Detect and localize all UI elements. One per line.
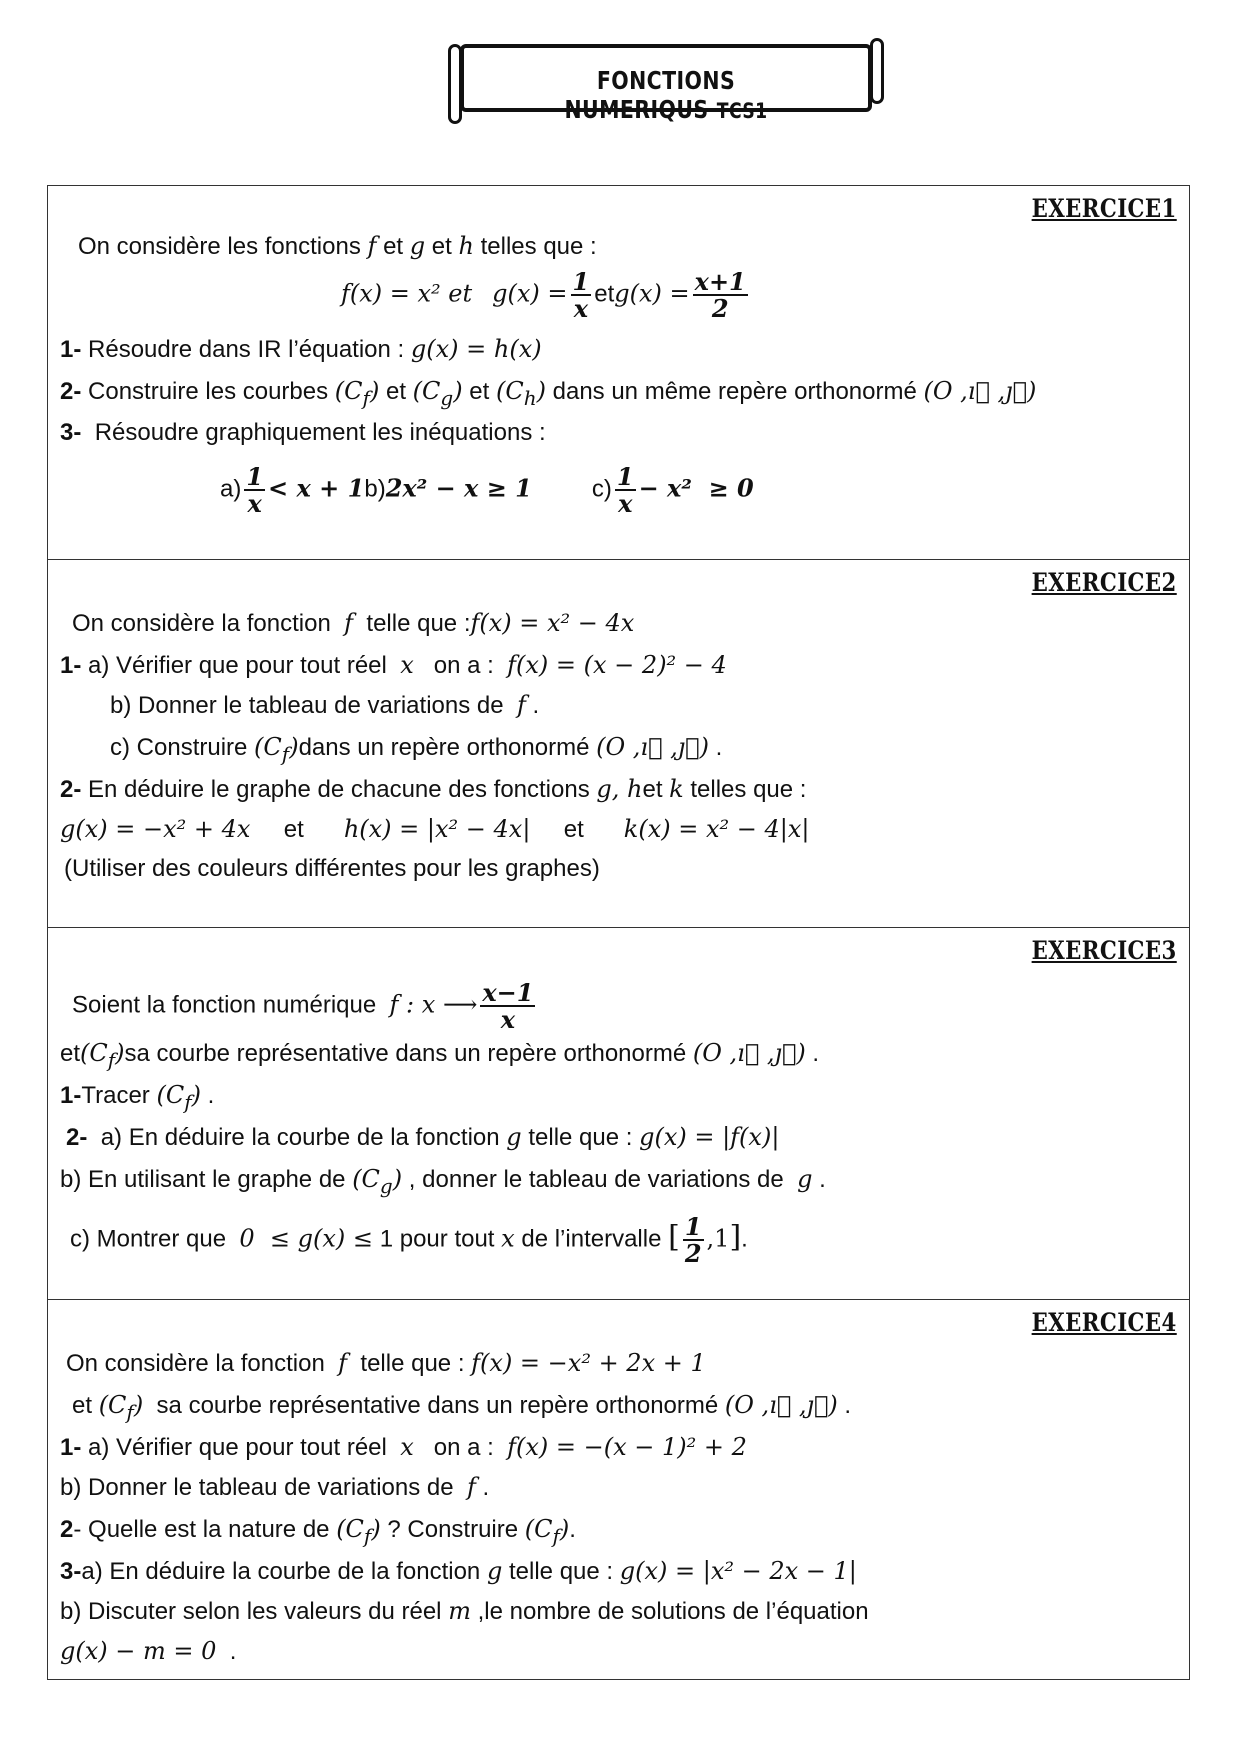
- ex1-inequations: a) $\frac{1}{x}$ < x + 1b)2x² − x ≥ 1 c) $\frac{1}{x}$ − x² ≥ 0: [220, 462, 754, 519]
- ex4-question-3a: 3-a) En déduire la courbe de la fonction g telle que : g(x) = |x² − 2x − 1|: [60, 1557, 857, 1585]
- ex4-question-2: 2- Quelle est la nature de $(C_f)$ ? Construire $(C_f)$.: [60, 1515, 576, 1548]
- level-label: TCS1: [716, 99, 768, 123]
- exercise-2-label: EXERCICE2: [1031, 568, 1177, 597]
- ex4-line-2: et $(C_f)$ sa courbe représentative dans un repère orthonormé (O ,ı⃗ ,ȷ⃗) .: [72, 1391, 852, 1424]
- ex3-question-1: 1-Tracer $(C_f)$ .: [60, 1081, 215, 1114]
- page-title: FONCTIONS NUMERIQUS TCS1: [564, 66, 768, 124]
- ex1-question-2: 2- Construire les courbes $(C_f)$ et $(C_g)$ et $(C_h)$ dans un même repère orthonormé (O ,ı⃗ ,ȷ⃗): [60, 377, 1037, 410]
- ex3-question-2a: 2- a) En déduire la courbe de la fonction g telle que : g(x) = |f(x)|: [66, 1123, 780, 1151]
- ex2-question-1b: b) Donner le tableau de variations de f .: [110, 691, 540, 719]
- ex4-question-3b: b) Discuter selon les valeurs du réel m ,le nombre de solutions de l’équation: [60, 1597, 869, 1625]
- ex2-intro: On considère la fonction f telle que :f(x) = x² − 4x: [72, 609, 635, 637]
- exercise-2: [48, 560, 1189, 928]
- ex2-question-1a: 1- a) Vérifier que pour tout réel x on a : f(x) = (x − 2)² − 4: [60, 651, 727, 679]
- ex2-note: (Utiliser des couleurs différentes pour les graphes): [64, 855, 600, 882]
- ex3-question-2b: b) En utilisant le graphe de $(C_g)$ , donner le tableau de variations de g .: [60, 1165, 826, 1198]
- ex2-definitions: g(x) = −x² + 4x et h(x) = |x² − 4x| et k(x) = x² − 4|x|: [60, 815, 810, 843]
- exercise-4-label: EXERCICE4: [1031, 1308, 1177, 1337]
- ex4-question-1b: b) Donner le tableau de variations de f .: [60, 1473, 490, 1501]
- ex4-equation: g(x) − m = 0 .: [60, 1637, 237, 1665]
- ex1-intro: On considère les fonctions f et g et h telles que :: [78, 232, 597, 260]
- ex3-question-2c: c) Montrer que 0 ≤ g(x) ≤ 1 pour tout x de l’intervalle [ $\frac{1}{2}$ ,1].: [70, 1212, 748, 1269]
- title-banner: [460, 44, 872, 124]
- ex4-intro: On considère la fonction f telle que : f(x) = −x² + 2x + 1: [66, 1349, 706, 1377]
- ex3-line-2: $et(C_f)sa$ courbe représentative dans un repère orthonormé (O ,ı⃗ ,ȷ⃗) .: [60, 1039, 820, 1072]
- ex3-intro: Soient la fonction numérique f : x ⟶ $\frac{x-1}{x}$: [72, 978, 534, 1035]
- ex2-question-1c: c) Construire $(C_f)dans$ un repère orthonormé (O ,ı⃗ ,ȷ⃗) .: [110, 733, 723, 766]
- exercise-frame: [47, 185, 1190, 1680]
- ex4-question-1a: 1- a) Vérifier que pour tout réel x on a : f(x) = −(x − 1)² + 2: [60, 1433, 747, 1461]
- exercise-4: [48, 1300, 1189, 1681]
- ex1-question-1: 1- Résoudre dans IR l’équation : g(x) = h(x): [60, 335, 542, 363]
- exercise-1-label: EXERCICE1: [1031, 194, 1177, 223]
- exercise-3-label: EXERCICE3: [1031, 936, 1177, 965]
- ex2-question-2: 2- En déduire le graphe de chacune des fonctions g, het k telles que :: [60, 775, 807, 803]
- ex1-definitions: f(x) = x² et g(x) = $\frac{1}{x}$ etg(x) = $\frac{x+1}{2}$: [341, 267, 746, 324]
- ex1-question-3: 3- Résoudre graphiquement les inéquations :: [60, 419, 546, 446]
- exercise-1: [48, 186, 1189, 560]
- exercise-3: [48, 928, 1189, 1300]
